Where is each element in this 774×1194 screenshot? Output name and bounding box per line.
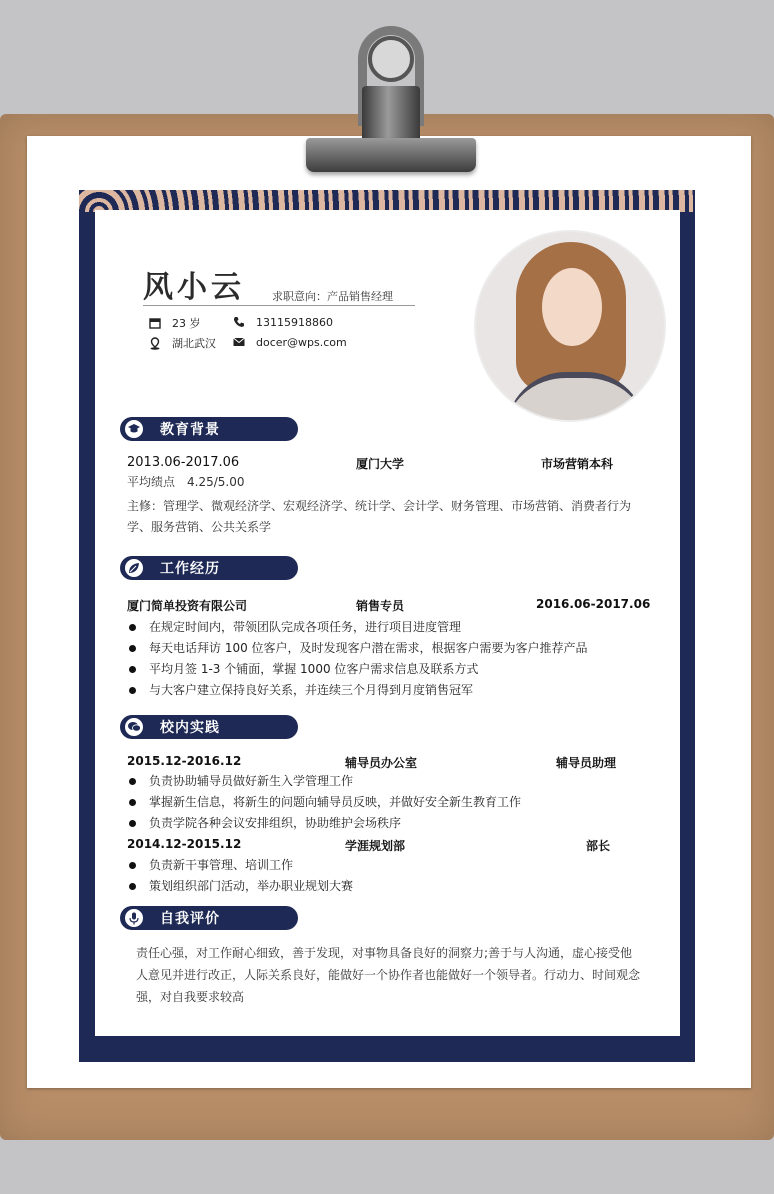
- work-role: 销售专员: [356, 599, 405, 613]
- contact-age: [148, 315, 201, 331]
- applicant-name: 风小云: [143, 270, 245, 305]
- contact-email: [232, 335, 347, 349]
- section-campus-header: [120, 715, 298, 739]
- mail-icon: [232, 335, 246, 349]
- campus-duties-list-1: [127, 771, 521, 834]
- list-item: 负责学院各种会议安排组织，协助维护会场秩序: [127, 813, 521, 834]
- chat-bubble-icon: [122, 715, 146, 739]
- microphone-icon: [122, 906, 146, 930]
- campus-role: 辅导员助理: [556, 756, 617, 770]
- phone-text: 13115918860: [256, 315, 333, 329]
- list-item: 策划组织部门活动，举办职业规划大赛: [127, 876, 353, 897]
- header-divider: [143, 305, 415, 306]
- section-title: 校内实践: [160, 720, 220, 736]
- education-school: 厦门大学: [356, 457, 405, 471]
- work-period: 2016.06-2017.06: [536, 597, 651, 611]
- binder-clip: [306, 26, 476, 176]
- list-item: 与大客户建立保持良好关系，并连续三个月得到月度销售冠军: [127, 680, 588, 701]
- list-item: 平均月签 1-3 个铺面，掌握 1000 位客户需求信息及联系方式: [127, 659, 588, 680]
- contact-phone: [232, 315, 333, 329]
- location-text: 湖北武汉: [172, 337, 216, 350]
- leaf-icon: [122, 556, 146, 580]
- list-item: 掌握新生信息，将新生的问题向辅导员反映，并做好安全新生教育工作: [127, 792, 521, 813]
- email-text: docer@wps.com: [256, 335, 347, 349]
- campus-role: 部长: [586, 839, 611, 853]
- clip-ring-center: [368, 36, 414, 82]
- calendar-icon: [148, 316, 162, 330]
- section-work-header: [120, 556, 298, 580]
- education-major: 市场营销本科: [541, 457, 614, 471]
- age-text: 23 岁: [172, 317, 201, 330]
- work-company: 厦门简单投资有限公司: [127, 599, 248, 613]
- campus-org: 辅导员办公室: [345, 756, 418, 770]
- location-icon: [148, 336, 162, 350]
- contact-location: [148, 335, 216, 351]
- campus-org: 学涯规划部: [345, 839, 406, 853]
- campus-duties-list-2: [127, 855, 353, 897]
- list-item: 在规定时间内，带领团队完成各项任务，进行项目进度管理: [127, 617, 588, 638]
- job-intent: 求职意向：产品销售经理: [272, 290, 393, 303]
- section-title: 自我评价: [160, 911, 220, 927]
- campus-period: 2014.12-2015.12: [127, 837, 242, 851]
- education-courses: 主修：管理学、微观经济学、宏观经济学、统计学、会计学、财务管理、市场营销、消费者行为学、服务营销、公共关系学: [127, 499, 632, 534]
- phone-icon: [232, 315, 246, 329]
- self-evaluation-text: 责任心强，对工作耐心细致，善于发现，对事物具备良好的洞察力;善于与人沟通，虚心接受他人意见并进行改正，人际关系良好，能做好一个协作者也能做好一个领导者。行动力、时间观念强，对自我要求较高: [136, 946, 641, 1004]
- graduation-cap-icon: [122, 417, 146, 441]
- clip-base: [306, 138, 476, 172]
- section-education-header: [120, 417, 298, 441]
- profile-photo: [474, 230, 666, 422]
- education-period: 2013.06-2017.06: [127, 455, 240, 470]
- section-title: 工作经历: [160, 561, 220, 577]
- work-duties-list: [127, 617, 588, 701]
- list-item: 负责协助辅导员做好新生入学管理工作: [127, 771, 521, 792]
- education-gpa: 平均绩点 4.25/5.00: [127, 475, 245, 489]
- list-item: 负责新干事管理、培训工作: [127, 855, 353, 876]
- campus-period: 2015.12-2016.12: [127, 754, 242, 768]
- section-self-header: [120, 906, 298, 930]
- section-title: 教育背景: [160, 422, 220, 438]
- decorative-ornament-border: [79, 190, 695, 212]
- list-item: 每天电话拜访 100 位客户，及时发现客户潜在需求，根据客户需要为客户推荐产品: [127, 638, 588, 659]
